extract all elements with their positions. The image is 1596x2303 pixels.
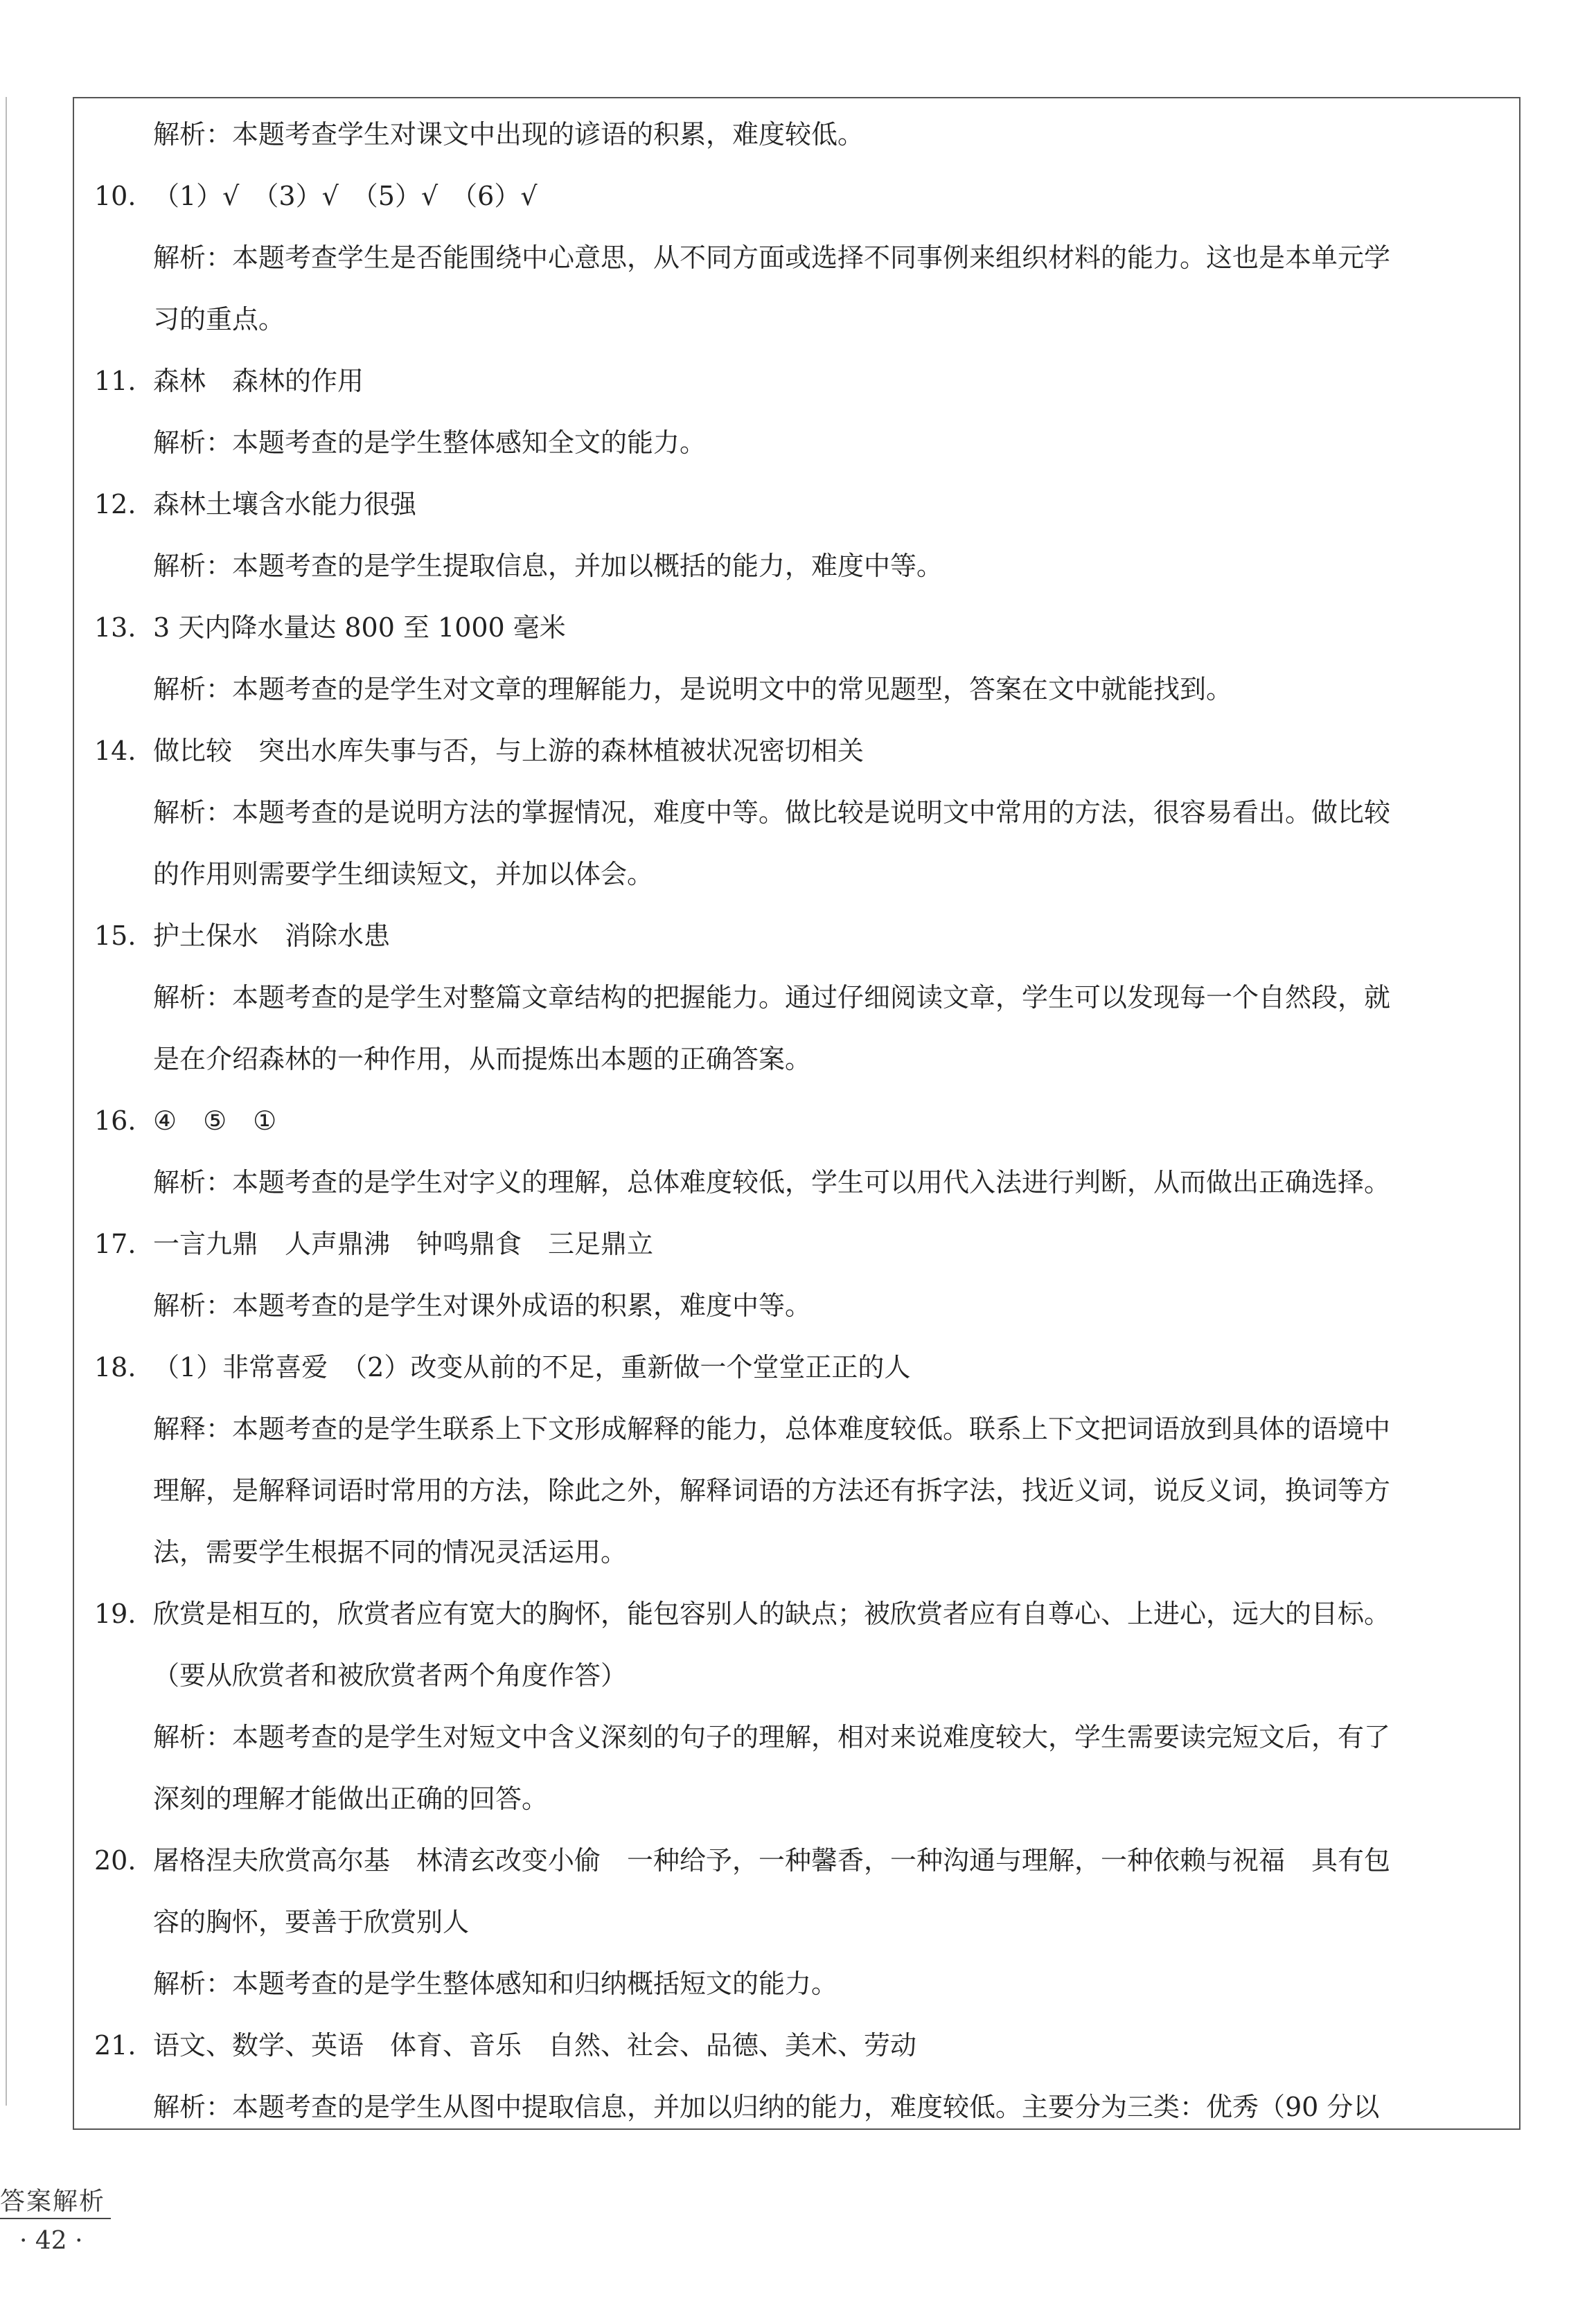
answer-text: 欣赏是相互的，欣赏者应有宽大的胸怀，能包容别人的缺点；被欣赏者应有自尊心、上进心，远大的目标。	[153, 1599, 1391, 1629]
footer-section-label: 答案解析	[0, 2187, 106, 2216]
answer-text: 做比较 突出水库失事与否，与上游的森林植被状况密切相关	[153, 736, 864, 766]
answer-text: 一言九鼎 人声鼎沸 钟鸣鼎食 三足鼎立	[153, 1229, 654, 1259]
answer-continuation-text: （要从欣赏者和被欣赏者两个角度作答）	[153, 1660, 628, 1691]
answer-continuation-text: 容的胸怀，要善于欣赏别人	[153, 1907, 470, 1937]
analysis-continuation-line: 法，需要学生根据不同的情况灵活运用。	[153, 1537, 628, 1567]
question-number: 16.	[94, 1105, 136, 1136]
question-number: 14.	[94, 736, 136, 766]
question-number: 18.	[94, 1352, 136, 1382]
analysis-line: 解析：本题考查的是学生对课外成语的积累，难度中等。	[153, 1290, 812, 1321]
analysis-line: 解析：本题考查的是学生整体感知全文的能力。	[153, 427, 707, 458]
analysis-continuation-line: 的作用则需要学生细读短文，并加以体会。	[153, 859, 654, 889]
answer-text: （1）非常喜爱 （2）改变从前的不足，重新做一个堂堂正正的人	[153, 1352, 911, 1382]
analysis-line: 解释：本题考查的是学生联系上下文形成解释的能力，总体难度较低。联系上下文把词语放到具体的语境中	[153, 1414, 1391, 1444]
question-number: 11.	[94, 366, 136, 396]
answer-line	[83, 1090, 1510, 1152]
analysis-line: 解析：本题考查的是学生对字义的理解，总体难度较低，学生可以用代入法进行判断，从而做出正确选择。	[153, 1167, 1391, 1198]
answer-line	[83, 720, 1510, 782]
answer-text: 3 天内降水量达 800 至 1000 毫米	[153, 612, 566, 643]
analysis-continuation-line: 理解，是解释词语时常用的方法，除此之外，解释词语的方法还有拆字法，找近义词，说反义词，换词等方	[153, 1475, 1391, 1506]
question-number: 15.	[94, 921, 136, 951]
footer-underline	[0, 2218, 111, 2219]
analysis-line: 解析：本题考查的是学生提取信息，并加以概括的能力，难度中等。	[153, 551, 943, 581]
answer-continuation-line	[83, 1892, 1510, 1953]
answer-continuation-line	[83, 1645, 1510, 1707]
answer-text: （1）√ （3）√ （5）√ （6）√	[153, 181, 538, 211]
answer-text: 森林 森林的作用	[153, 366, 364, 396]
answer-text: 森林土壤含水能力很强	[153, 489, 417, 519]
question-number: 12.	[94, 489, 136, 519]
answer-line	[83, 166, 1510, 227]
answer-analysis-body	[83, 104, 1510, 2138]
answer-line	[83, 474, 1510, 535]
analysis-line: 解析：本题考查的是学生从图中提取信息，并加以归纳的能力，难度较低。主要分为三类：优秀（90 分以	[153, 2092, 1380, 2122]
answer-text: 护土保水 消除水患	[153, 921, 391, 951]
analysis-line: 解析：本题考查学生是否能围绕中心意思，从不同方面或选择不同事例来组织材料的能力。这也是本单元学	[153, 242, 1391, 273]
question-number: 17.	[94, 1229, 136, 1259]
answer-line	[83, 1213, 1510, 1275]
answer-text: 屠格涅夫欣赏高尔基 林清玄改变小偷 一种给予，一种馨香，一种沟通与理解，一种依赖与祝福 具有包	[153, 1845, 1391, 1876]
question-number: 19.	[94, 1599, 136, 1629]
answer-text: 语文、数学、英语 体育、音乐 自然、社会、品德、美术、劳动	[153, 2030, 917, 2061]
question-number: 13.	[94, 612, 136, 643]
analysis-continuation-line: 习的重点。	[153, 304, 285, 335]
question-number: 21.	[94, 2030, 136, 2061]
analysis-line: 解析：本题考查的是学生对整篇文章结构的把握能力。通过仔细阅读文章，学生可以发现每一个自然段，就	[153, 982, 1391, 1013]
analysis-line: 解析：本题考查的是学生对短文中含义深刻的句子的理解，相对来说难度较大，学生需要读完短文后，有了	[153, 1722, 1391, 1752]
page-number: · 42 ·	[19, 2227, 83, 2255]
answer-line	[83, 1830, 1510, 1892]
answer-text: ④ ⑤ ①	[153, 1105, 277, 1136]
answer-line	[83, 2015, 1510, 2077]
analysis-continuation-line: 是在介绍森林的一种作用，从而提炼出本题的正确答案。	[153, 1044, 812, 1074]
analysis-continuation-line: 深刻的理解才能做出正确的回答。	[153, 1784, 549, 1814]
analysis-line: 解析：本题考查学生对课文中出现的谚语的积累，难度较低。	[153, 119, 864, 150]
answer-line	[83, 350, 1510, 412]
answer-line	[83, 1337, 1510, 1398]
question-number: 10.	[94, 181, 136, 211]
answer-line	[83, 1583, 1510, 1645]
analysis-line: 解析：本题考查的是学生对文章的理解能力，是说明文中的常见题型，答案在文中就能找到。	[153, 674, 1233, 704]
analysis-line: 解析：本题考查的是说明方法的掌握情况，难度中等。做比较是说明文中常用的方法，很容易看出。做比较	[153, 797, 1391, 828]
left-margin-rule	[6, 97, 7, 2106]
question-number: 20.	[94, 1845, 136, 1876]
analysis-line: 解析：本题考查的是学生整体感知和归纳概括短文的能力。	[153, 1968, 838, 1999]
answer-line	[83, 597, 1510, 659]
answer-line	[83, 905, 1510, 967]
